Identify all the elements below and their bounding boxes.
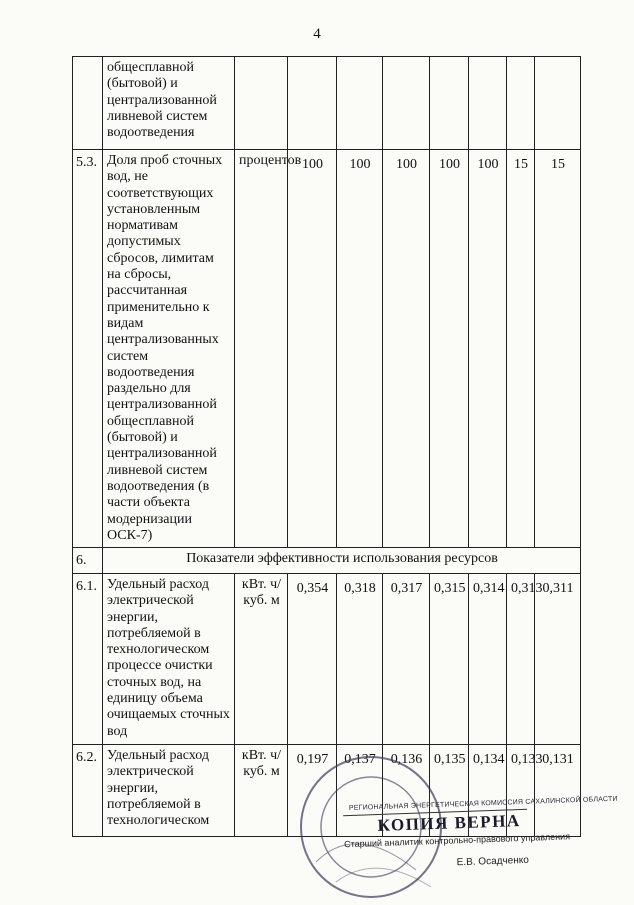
value-cell xyxy=(430,57,469,150)
row-code: 5.3. xyxy=(73,150,103,548)
stamp-position: Старший аналитик контрольно-правового управления xyxy=(343,831,571,850)
unit-cell: кВт. ч/куб. м xyxy=(235,745,288,837)
indicator-name: Удельный расход электрической энергии, потребляемой в технологическом процессе очистки сточных вод, на единицу объема очищаемых сточных вод xyxy=(103,574,235,745)
value-cell xyxy=(383,57,430,150)
row-code: 6.2. xyxy=(73,745,103,837)
value-cell xyxy=(469,57,507,150)
row-code xyxy=(73,57,103,150)
value-cell: 0,315 xyxy=(430,574,469,745)
value-cell: 0,136 xyxy=(383,745,430,837)
value-cell: 100 xyxy=(469,150,507,548)
value-cell xyxy=(507,57,535,150)
value-cell xyxy=(337,57,383,150)
stamp-header: РЕГИОНАЛЬНАЯ ЭНЕРГЕТИЧЕСКАЯ КОМИССИЯ САХАЛИНСКОЙ ОБЛАСТИ xyxy=(348,795,618,813)
value-cell: 100 xyxy=(337,150,383,548)
section-code: 6. xyxy=(73,548,103,574)
row-code: 6.1. xyxy=(73,574,103,745)
value-cell: 100 xyxy=(288,150,337,548)
value-cell: 0,133 xyxy=(507,745,535,837)
section-title: Показатели эффективности использования ресурсов xyxy=(103,548,581,574)
indicator-name: Удельный расход электрической энергии, потребляемой в технологическом xyxy=(103,745,235,837)
value-cell: 15 xyxy=(507,150,535,548)
value-cell xyxy=(535,57,581,150)
value-cell: 0,131 xyxy=(535,745,581,837)
value-cell: 0,135 xyxy=(430,745,469,837)
table-row xyxy=(73,574,581,745)
unit-cell xyxy=(235,57,288,150)
value-cell xyxy=(288,57,337,150)
value-cell: 15 xyxy=(535,150,581,548)
value-cell: 0,314 xyxy=(469,574,507,745)
table-row xyxy=(73,150,581,548)
value-cell: 100 xyxy=(430,150,469,548)
stamp-title: КОПИЯ ВЕРНА xyxy=(377,811,521,836)
indicator-name: общесплавной (бытовой) и централизованной ливневой систем водоотведения xyxy=(103,57,235,150)
value-cell: 0,197 xyxy=(288,745,337,837)
value-cell: 0,137 xyxy=(337,745,383,837)
unit-cell: процентов xyxy=(235,150,288,548)
stamp-name: Е.В. Осадченко xyxy=(456,854,530,869)
section-row xyxy=(73,548,581,574)
indicator-name: Доля проб сточных вод, не соответствующих установленным нормативам допустимых сбросов, лимитам на сбросы, рассчитанная применительно к видам централизованных систем водоотведения раздельно для централизованной общесплавной (бытовой) и централизованной ливневой систем водоотведения (в части объекта модернизации ОСК-7) xyxy=(103,150,235,548)
unit-cell: кВт. ч/куб. м xyxy=(235,574,288,745)
value-cell: 0,134 xyxy=(469,745,507,837)
value-cell: 100 xyxy=(383,150,430,548)
value-cell: 0,311 xyxy=(535,574,581,745)
indicators-table xyxy=(72,56,581,837)
value-cell: 0,317 xyxy=(383,574,430,745)
value-cell: 0,313 xyxy=(507,574,535,745)
table-row xyxy=(73,57,581,150)
certified-copy-stamp xyxy=(337,795,618,880)
page-number: 4 xyxy=(313,26,321,42)
value-cell: 0,354 xyxy=(288,574,337,745)
value-cell: 0,318 xyxy=(337,574,383,745)
